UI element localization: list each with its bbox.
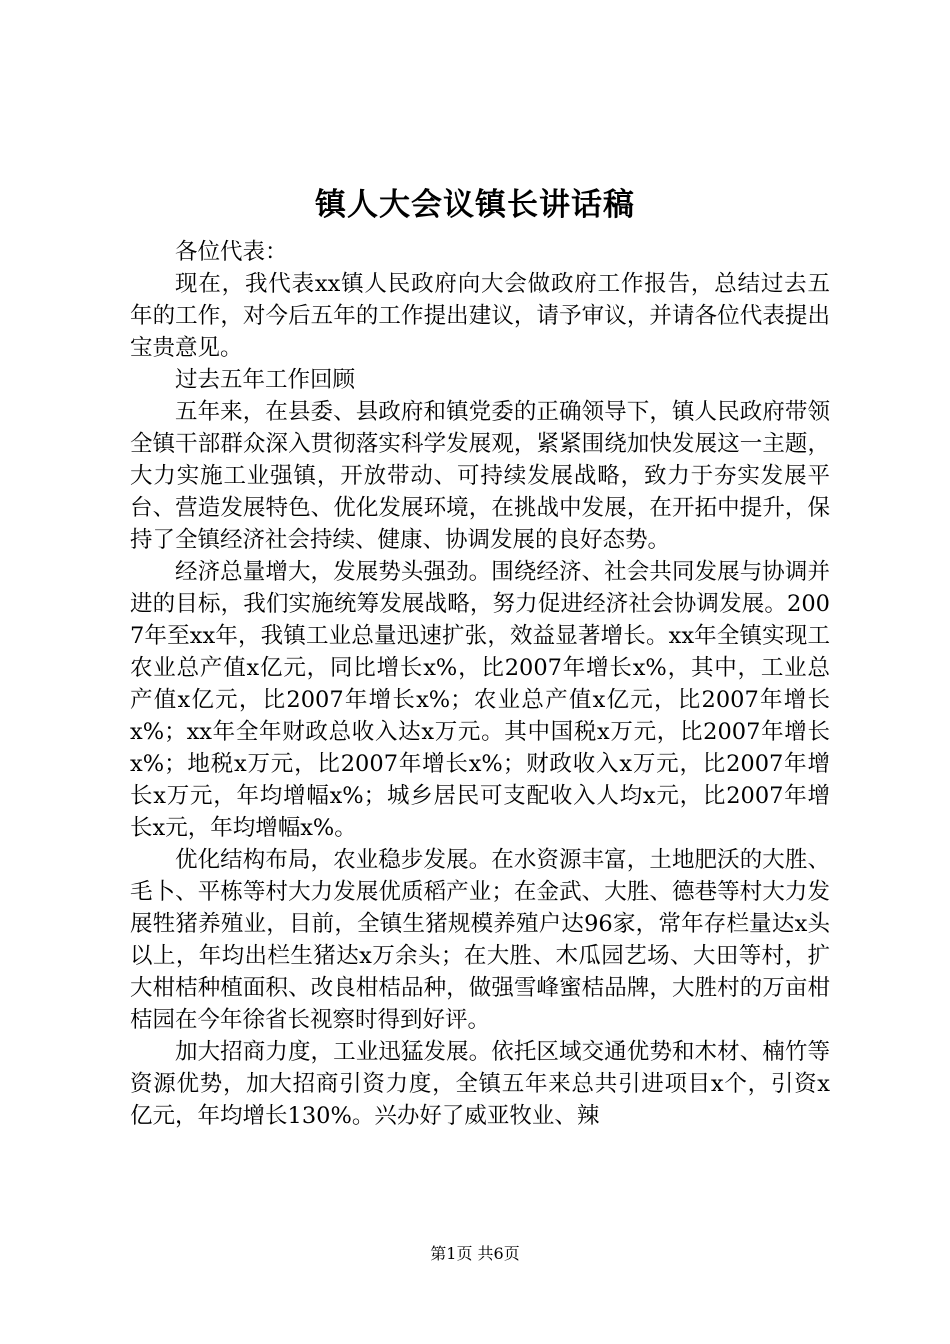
paragraph-economy: 经济总量增大，发展势头强劲。围绕经济、社会共同发展与协调并进的目标，我们实施统筹发展战略，努力促进经济社会协调发展。2007年至xx年，我镇工业总量迅速扩张，效益显著增长。xx年全镇实现工农业总产值x亿元，同比增长x%，比2007年增长x%，其中，工业总产值x亿元，比2007年增长x%；农业总产值x亿元，比2007年增长x%；xx年全年财政总收入达x万元。其中国税x万元，比2007年增长x%；地税x万元，比2007年增长x%；财政收入x万元，比2007年增长x万元，年均增幅x%；城乡居民可支配收入人均x元，比2007年增长x元，年均增幅x%。 [130,559,830,841]
section-heading: 过去五年工作回顾 [175,367,356,393]
paragraph-agriculture: 优化结构布局，农业稳步发展。在水资源丰富，土地肥沃的大胜、毛卜、平栋等村大力发展优质稻产业；在金武、大胜、德巷等村大力发展牲猪养殖业，目前，全镇生猪规模养殖户达96家，常年存栏量达x头以上，年均出栏生猪达x万余头；在大胜、木瓜园艺场、大田等村，扩大柑桔种植面积、改良柑桔品种，做强雪峰蜜桔品牌，大胜村的万亩柑桔园在今年徐省长视察时得到好评。 [130,847,830,1033]
paragraph-salutation: 各位代表： [175,239,288,265]
paragraph-overview: 五年来，在县委、县政府和镇党委的正确领导下，镇人民政府带领全镇干部群众深入贯彻落实科学发展观，紧紧围绕加快发展这一主题，大力实施工业强镇，开放带动、可持续发展战略，致力于夯实发展平台、营造发展特色、优化发展环境，在挑战中发展，在开拓中提升，保持了全镇经济社会持续、健康、协调发展的良好态势。 [130,399,830,553]
page-footer: 第1页 共6页 [430,1244,520,1263]
document-title: 镇人大会议镇长讲话稿 [315,187,635,223]
paragraph-intro: 现在，我代表xx镇人民政府向大会做政府工作报告，总结过去五年的工作，对今后五年的工作提出建议，请予审议，并请各位代表提出宝贵意见。 [130,271,830,361]
document-body [130,236,830,1132]
paragraph-industry: 加大招商力度，工业迅猛发展。依托区域交通优势和木材、楠竹等资源优势，加大招商引资力度，全镇五年来总共引进项目x个，引资x亿元，年均增长130%。兴办好了威亚牧业、辣 [130,1039,830,1129]
